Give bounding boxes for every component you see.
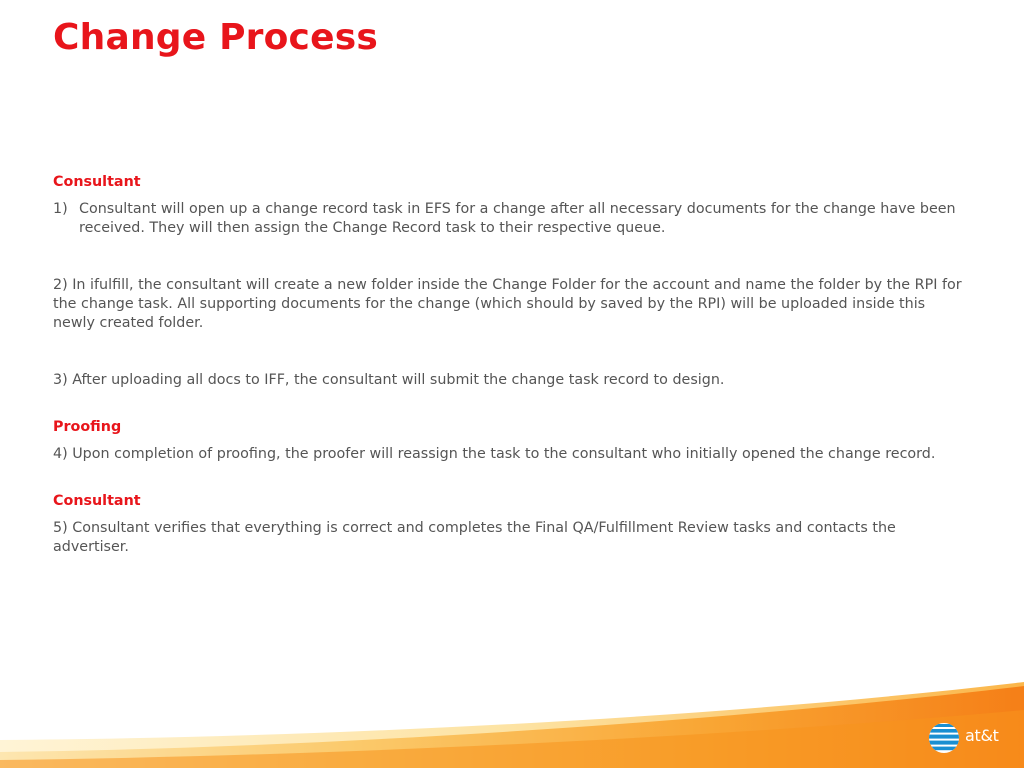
step-1-number: 1) — [53, 201, 68, 217]
section-heading-proofing: Proofing — [53, 419, 122, 435]
att-logo-text: at&t — [965, 726, 999, 745]
slide-body — [53, 173, 963, 557]
section-heading-consultant: Consultant — [53, 174, 141, 190]
slide-title: Change Process — [53, 17, 378, 58]
footer-swoosh — [0, 660, 1024, 768]
step-1 — [53, 200, 963, 238]
step-4: 4) Upon completion of proofing, the proofer will reassign the task to the consultant who initially opened the change record. — [53, 446, 936, 462]
step-3: 3) After uploading all docs to IFF, the consultant will submit the change task record to design. — [53, 372, 725, 388]
section-heading-consultant-2: Consultant — [53, 493, 141, 509]
step-1-text: Consultant will open up a change record task in EFS for a change after all necessary documents for the change have been received. They will then assign the Change Record task to their respective queue. — [79, 201, 956, 236]
step-2: 2) In ifulfill, the consultant will create a new folder inside the Change Folder for the account and name the folder by the RPI for the change task. All supporting documents for the change (which should by saved by the RPI) will be uploaded inside this newly created folder. — [53, 277, 962, 331]
step-5: 5) Consultant verifies that everything is correct and completes the Final QA/Fulfillment Review tasks and contacts the advertiser. — [53, 520, 896, 555]
